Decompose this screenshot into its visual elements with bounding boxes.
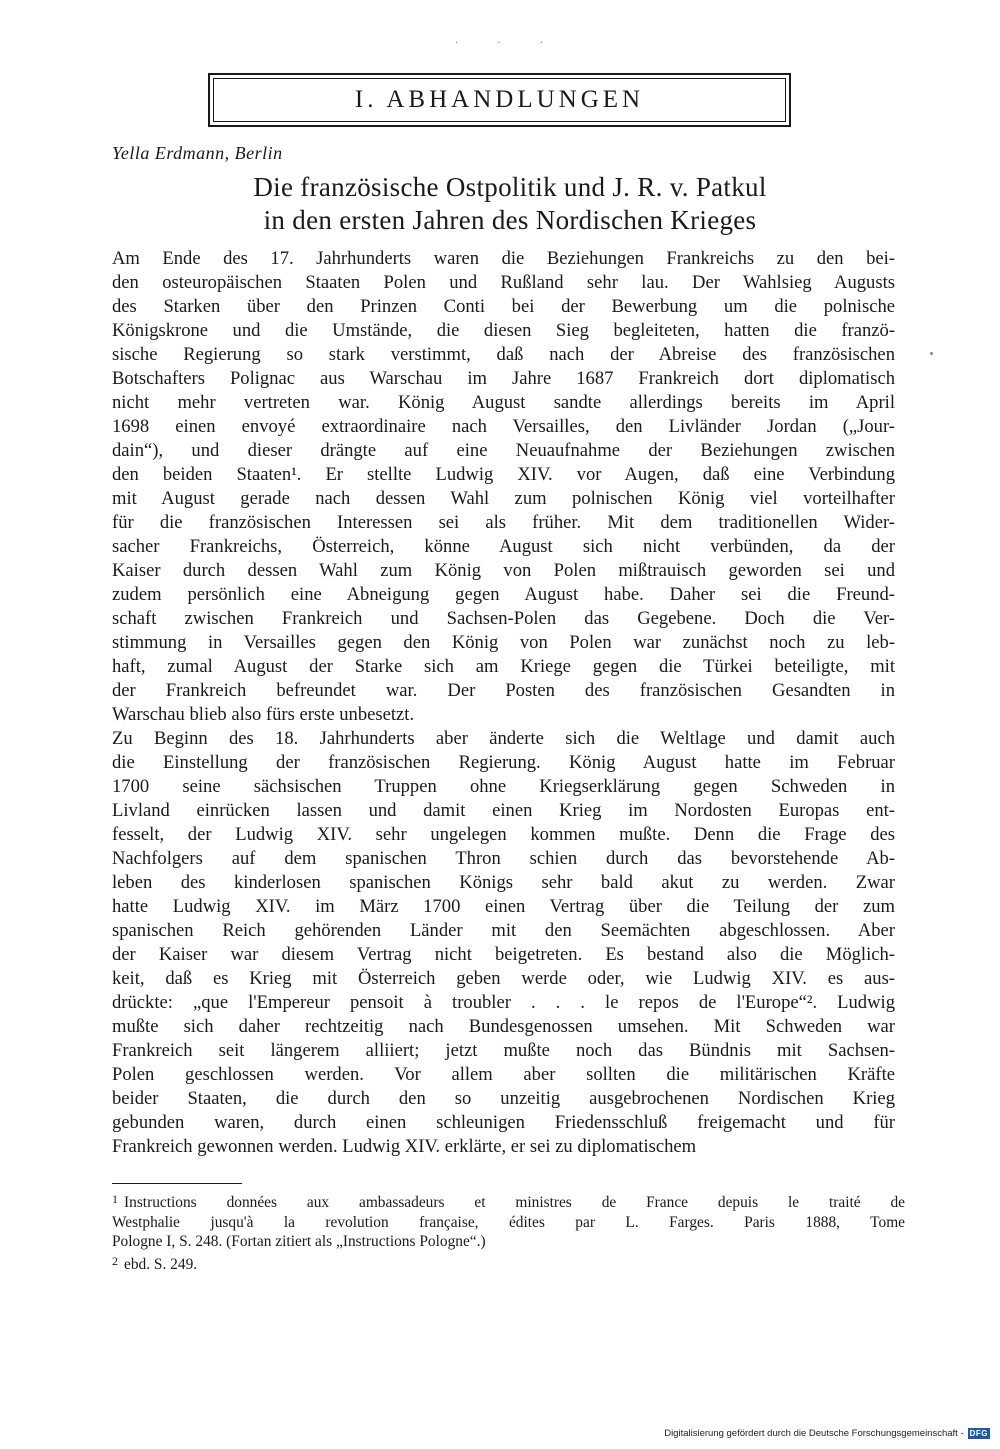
text-line: Polen geschlossen werden. Vor allem aber sollten die militärischen Kräfte [112, 1064, 895, 1085]
text-line: dain“), und dieser drängte auf eine Neuaufnahme der Beziehungen zwischen [112, 440, 895, 461]
footnote [112, 1252, 905, 1275]
text-line: Frankreich seit längerem alliiert; jetzt mußte noch das Bündnis mit Sachsen- [112, 1040, 895, 1061]
footnote [112, 1190, 905, 1252]
footnote-text: Instructions données aux ambassadeurs et ministres de France depuis le traité de [124, 1194, 905, 1211]
text-line: Am Ende des 17. Jahrhunderts waren die Beziehungen Frankreichs zu den bei- [112, 248, 895, 269]
text-line: beider Staaten, die durch den so unzeitig ausgebrochenen Nordischen Krieg [112, 1088, 895, 1109]
text-line: den beiden Staaten¹. Er stellte Ludwig XIV. vor Augen, daß eine Verbindung [112, 464, 895, 485]
text-line: 1698 einen envoyé extraordinaire nach Versailles, den Livländer Jordan („Jour- [112, 416, 895, 437]
scan-speck [930, 352, 933, 355]
text-line: Frankreich gewonnen werden. Ludwig XIV. erklärte, er sei zu diplomatischem [112, 1136, 697, 1157]
article-title-line: Die französische Ostpolitik und J. R. v. Patkul [253, 172, 767, 202]
text-line: zudem persönlich eine Abneigung gegen August habe. Daher sei die Freund- [112, 584, 895, 605]
text-line: mußte sich daher rechtzeitig nach Bundesgenossen umsehen. Mit Schweden war [112, 1016, 895, 1037]
footnotes [112, 1190, 905, 1274]
dfg-logo: DFG [969, 1429, 988, 1438]
text-line: den osteuropäischen Staaten Polen und Rußland sehr lau. Der Wahlsieg Augusts [112, 272, 895, 293]
text-line: schaft zwischen Frankreich und Sachsen-Polen das Gegebene. Doch die Ver- [112, 608, 895, 629]
credit-text: Digitalisierung gefördert durch die Deutsche Forschungsgemeinschaft - [664, 1428, 964, 1439]
article-title-line: in den ersten Jahren des Nordischen Krieges [263, 205, 757, 235]
text-line: leben des kinderlosen spanischen Königs sehr bald akut zu werden. Zwar [112, 872, 895, 893]
text-line: sische Regierung so stark verstimmt, daß nach der Abreise des französischen [112, 344, 895, 365]
text-line: sacher Frankreichs, Österreich, könne August sich nicht verbünden, da der [112, 536, 895, 557]
text-line: des Starken über den Prinzen Conti bei der Bewerbung um die polnische [112, 296, 895, 317]
text-line: Warschau blieb also fürs erste unbesetzt. [112, 704, 415, 725]
section-header-box [208, 73, 791, 127]
text-line: Botschafters Polignac aus Warschau im Jahre 1687 Frankreich dort diplomatisch [112, 368, 895, 389]
text-line: fesselt, der Ludwig XIV. sehr ungelegen kommen mußte. Denn die Frage des [112, 824, 895, 845]
text-line: haft, zumal August der Starke sich am Kriege gegen die Türkei beteiligte, mit [112, 656, 895, 677]
text-line: gebunden waren, durch einen schleunigen Friedensschluß freigemacht und für [112, 1112, 895, 1133]
footnote-number: 1 [112, 1192, 118, 1206]
text-line: Livland einrücken lassen und damit einen Krieg im Nordosten Europas ent- [112, 800, 895, 821]
paragraph [112, 247, 895, 727]
article-title [140, 171, 880, 237]
text-line: die Einstellung der französischen Regierung. König August hatte im Februar [112, 752, 895, 773]
footnote-line [112, 1252, 905, 1275]
scan-marks: · · · [455, 38, 561, 49]
text-line: nicht mehr vertreten war. König August sandte allerdings bereits im April [112, 392, 895, 413]
text-line: stimmung in Versailles gegen den König von Polen war zunächst noch zu leb- [112, 632, 895, 653]
text-line: mit August gerade nach dessen Wahl zum polnischen König viel vorteilhafter [112, 488, 895, 509]
footnote-line: Westphalie jusqu'à la revolution française, édites par L. Farges. Paris 1888, Tome [112, 1213, 905, 1231]
footnote-line: Pologne I, S. 248. (Fortan zitiert als „Instructions Pologne“.) [112, 1233, 486, 1250]
footnote-line [112, 1190, 905, 1213]
article-author: Yella Erdmann, Berlin [112, 143, 283, 163]
text-line: hatte Ludwig XIV. im März 1700 einen Vertrag über die Teilung der zum [112, 896, 895, 917]
text-line: der Kaiser war diesem Vertrag nicht beigetreten. Es bestand also die Möglich- [112, 944, 895, 965]
text-line: Kaiser durch dessen Wahl zum König von Polen mißtrauisch geworden sei und [112, 560, 895, 581]
paragraph [112, 727, 895, 1159]
footnote-divider [112, 1183, 242, 1184]
section-title: I. ABHANDLUNGEN [354, 86, 645, 113]
text-line: der Frankreich befreundet war. Der Posten des französischen Gesandten in [112, 680, 895, 701]
text-line: drückte: „que l'Empereur pensoit à troubler . . . le repos de l'Europe“². Ludwig [112, 992, 895, 1013]
text-line: keit, daß es Krieg mit Österreich geben werde oder, wie Ludwig XIV. es aus- [112, 968, 895, 989]
text-line: Königskrone und die Umstände, die diesen Sieg begleiteten, hatten die franzö- [112, 320, 895, 341]
digitization-credit [664, 1428, 990, 1439]
footnote-number: 2 [112, 1253, 118, 1268]
text-line: 1700 seine sächsischen Truppen ohne Kriegserklärung gegen Schweden in [112, 776, 895, 797]
text-line: für die französischen Interessen sei als früher. Mit dem traditionellen Wider- [112, 512, 895, 533]
article-body [112, 247, 895, 1159]
text-line: spanischen Reich gehörenden Länder mit den Seemächten abgeschlossen. Aber [112, 920, 895, 941]
text-line: Nachfolgers auf dem spanischen Thron schien durch das bevorstehende Ab- [112, 848, 895, 869]
footnote-text: ebd. S. 249. [124, 1255, 198, 1273]
section-header-inner-frame [213, 78, 786, 122]
text-line: Zu Beginn des 18. Jahrhunderts aber änderte sich die Weltlage und damit auch [112, 728, 895, 749]
